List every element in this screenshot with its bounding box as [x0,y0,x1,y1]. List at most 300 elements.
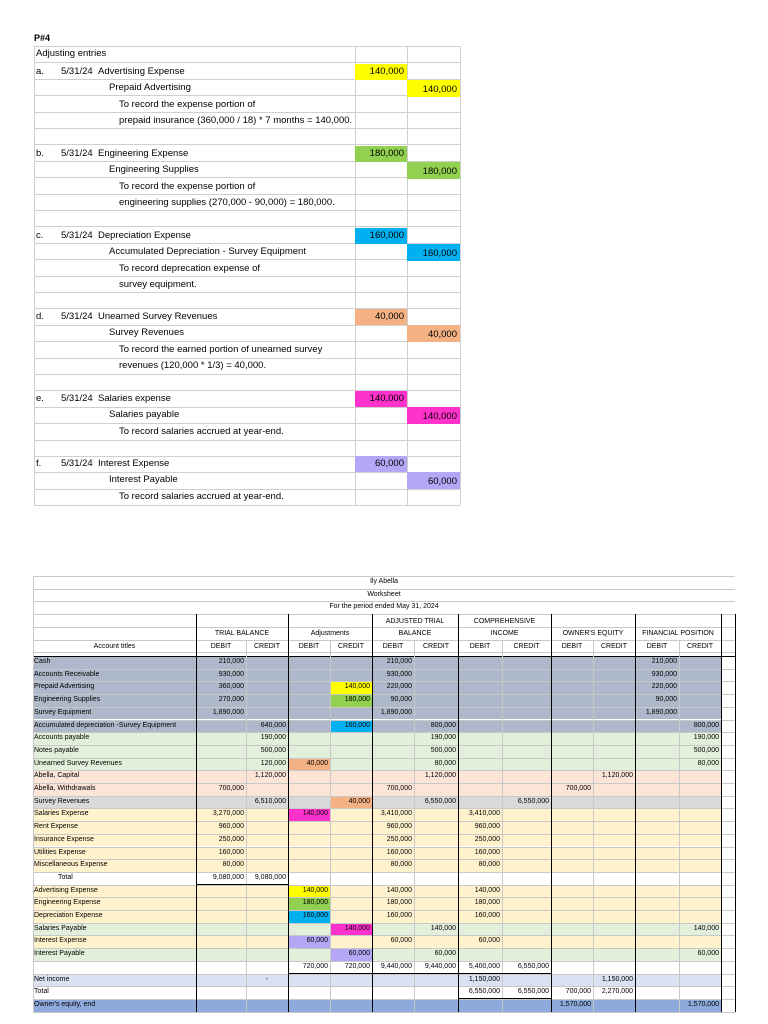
amount-cell [593,897,635,910]
amount-cell [502,999,551,1012]
worksheet-title-line: For the period ended May 31, 2024 [329,603,439,611]
amount-cell: 220,000 [386,683,412,691]
entry-credit-account: Survey Revenues [109,327,184,339]
amount-cell [196,986,246,999]
amount-cell [414,999,458,1012]
amount-cell [458,796,502,809]
amount-cell [288,669,330,682]
amount-cell [196,897,246,910]
amount-cell: 3,410,000 [468,810,500,818]
amount-cell [414,707,458,720]
amount-cell: - [265,975,269,983]
amount-cell: 3,270,000 [212,810,244,818]
amount-cell [593,961,635,974]
amount-cell: 6,550,000 [517,988,549,996]
amount-cell [330,758,372,771]
amount-cell: 9,080,000 [212,873,244,881]
account-title: Salaries Expense [34,810,89,818]
amount-cell [414,847,458,860]
entry-credit-account: Salaries payable [109,409,180,421]
amount-cell [502,859,551,872]
amount-cell [196,974,246,987]
amount-cell: 60,000 [434,950,456,958]
amount-cell: 720,000 [302,962,328,970]
amount-cell [679,885,721,898]
amount-cell [679,872,721,885]
account-title: Utilities Expense [34,848,86,856]
entry-date: 5/31/24 [61,311,93,322]
column-sub-header: DEBIT [210,642,232,650]
amount-cell [502,656,551,669]
worksheet-gridline [33,859,735,860]
entry-debit-account: Interest Expense [98,458,170,469]
entry-letter: d. [36,311,44,322]
amount-cell [593,732,635,745]
worksheet-gridline [33,576,735,577]
amount-cell: 800,000 [693,721,719,729]
amount-cell: 190,000 [693,734,719,742]
entry-credit-amount: 60,000 [407,472,460,488]
amount-cell: 1,120,000 [424,772,456,780]
account-title: Depreciation Expense [34,912,103,919]
amount-cell [635,910,679,923]
journal-gridline [34,472,460,473]
amount-cell [458,758,502,771]
amount-cell: 140,000 [386,886,412,894]
amount-cell [679,961,721,974]
amount-cell [679,834,721,847]
amount-cell [593,707,635,720]
column-group-label: OWNER'S EQUITY [562,629,624,637]
amount-cell [635,986,679,999]
total-rule [458,998,551,999]
amount-cell [196,935,246,948]
worksheet-gridline [33,589,735,590]
amount-cell [246,681,288,694]
amount-cell: 700,000 [565,785,591,792]
worksheet-col-line [502,640,503,1012]
amount-cell: 180,000 [386,899,412,907]
amount-cell [679,910,721,923]
amount-cell [635,859,679,872]
amount-cell: 9,440,000 [380,962,412,970]
worksheet-gridline [33,1012,735,1013]
worksheet-gridline [33,770,735,771]
amount-cell [196,999,246,1012]
amount-cell [551,720,593,733]
entry-debit-amount: 140,000 [355,64,407,80]
amount-cell [551,910,593,923]
entry-credit-amount: 140,000 [407,407,460,423]
journal-gridline [34,505,460,506]
amount-cell [551,974,593,987]
amount-cell [414,910,458,923]
worksheet-col-line [372,614,373,1012]
amount-cell [502,694,551,707]
amount-cell [635,974,679,987]
journal-gridline [34,374,460,375]
account-title: Insurance Expense [34,835,94,843]
worksheet-gridline [33,796,735,797]
worksheet-gridline [33,961,735,962]
worksheet-col-line [593,640,594,1012]
amount-cell: 2,270,000 [601,988,633,996]
amount-cell: 9,440,000 [424,962,456,970]
entry-debit-account: Unearned Survey Revenues [98,311,218,322]
amount-cell: 160,000 [386,912,412,919]
amount-cell: 1,890,000 [380,708,412,716]
amount-cell [288,694,330,707]
amount-cell [635,872,679,885]
amount-cell [246,859,288,872]
amount-cell [458,745,502,758]
amount-cell [288,834,330,847]
amount-cell [288,923,330,936]
worksheet-gridline [33,720,735,721]
entry-explanation: To record the expense portion of [119,98,256,110]
amount-cell [551,656,593,669]
journal-gridline [34,95,460,96]
entry-credit-amount: 160,000 [407,244,460,260]
account-title: Rent Expense [34,823,78,831]
amount-cell [372,948,414,961]
amount-cell [288,948,330,961]
amount-cell: 140,000 [288,808,330,821]
amount-cell [458,783,502,796]
amount-cell: 190,000 [430,734,456,742]
amount-cell [246,897,288,910]
amount-cell: 960,000 [386,823,412,831]
amount-cell [502,923,551,936]
amount-cell [502,821,551,834]
journal-gridline [34,46,460,47]
amount-cell [246,834,288,847]
amount-cell [288,859,330,872]
journal-gridline [34,112,460,113]
entry-explanation: survey equipment. [119,279,197,291]
entry-explanation: To record salaries accrued at year-end. [119,490,284,502]
worksheet-gridline [33,834,735,835]
amount-cell [246,923,288,936]
amount-cell [246,935,288,948]
worksheet-col-line [196,614,197,1012]
worksheet-col-line [721,614,722,1012]
amount-cell [330,770,372,783]
worksheet-gridline [33,652,735,653]
amount-cell [372,986,414,999]
amount-cell [246,847,288,860]
amount-cell [414,669,458,682]
amount-cell [502,935,551,948]
journal-gridline [34,358,460,359]
account-title: Engineering Supplies [34,696,101,704]
worksheet-gridline [33,923,735,924]
entry-credit-amount: 140,000 [407,80,460,96]
entry-debit-amount: 140,000 [355,391,407,407]
worksheet-gridline [33,935,735,936]
amount-cell [196,732,246,745]
worksheet-gridline [33,808,735,809]
worksheet-col-line [679,640,680,1012]
entry-explanation: engineering supplies (270,000 - 90,000) = 180,000. [119,197,335,209]
column-sub-header: CREDIT [600,642,628,650]
amount-cell [635,821,679,834]
amount-cell [679,796,721,809]
amount-cell [679,656,721,669]
amount-cell [458,720,502,733]
amount-cell [551,847,593,860]
journal-gridline [34,341,460,342]
entry-date: 5/31/24 [61,230,93,241]
amount-cell: 180,000 [330,694,372,707]
amount-cell [288,986,330,999]
amount-cell: 160,000 [474,912,500,919]
amount-cell [196,720,246,733]
amount-cell: 270,000 [218,696,244,704]
amount-cell [414,935,458,948]
amount-cell [502,872,551,885]
journal-gridline [34,423,460,424]
amount-cell [288,872,330,885]
amount-cell [551,745,593,758]
column-sub-header: CREDIT [513,642,540,650]
amount-cell [593,847,635,860]
journal-gridline [34,128,460,129]
amount-cell [458,681,502,694]
amount-cell [551,948,593,961]
amount-cell: 6,550,000 [517,962,549,970]
amount-cell [330,872,372,885]
amount-cell [502,720,551,733]
amount-cell: 140,000 [330,923,372,936]
amount-cell [458,694,502,707]
amount-cell [679,847,721,860]
entry-explanation: To record deprecation expense of [119,262,261,274]
amount-cell: 700,000 [386,785,412,792]
worksheet-gridline [33,694,735,695]
amount-cell: 160,000 [288,910,330,923]
amount-cell [593,834,635,847]
amount-cell: 250,000 [386,835,412,843]
amount-cell [593,948,635,961]
journal-gridline [34,259,460,260]
amount-cell [502,885,551,898]
column-sub-header: CREDIT [253,642,281,650]
amount-cell: 930,000 [386,670,412,678]
amount-cell [414,821,458,834]
journal-gridline [34,276,460,277]
amount-cell [635,834,679,847]
amount-cell: 220,000 [651,683,677,691]
amount-cell [551,808,593,821]
account-title: Abella, Withdrawals [34,785,96,792]
column-group-label: Adjustments [310,629,350,637]
amount-cell [414,974,458,987]
amount-cell [246,808,288,821]
amount-cell: 3,410,000 [380,810,412,818]
amount-cell [330,999,372,1012]
account-title: Accounts Receivable [34,670,100,678]
entry-debit-amount: 160,000 [355,228,407,244]
amount-cell [196,758,246,771]
amount-cell [372,999,414,1012]
journal-col-line [355,46,356,505]
amount-cell [593,745,635,758]
entry-explanation: To record salaries accrued at year-end. [119,425,284,437]
worksheet-col-line [288,614,289,1012]
amount-cell [196,948,246,961]
amount-cell [372,758,414,771]
amount-cell [551,770,593,783]
account-title: Engineering Expense [34,899,101,907]
amount-cell [551,897,593,910]
worksheet-col-line [414,640,415,1012]
account-title: Total [34,988,49,996]
amount-cell: 180,000 [474,899,500,907]
amount-cell [458,732,502,745]
worksheet-gridline [33,601,735,602]
journal-gridline [34,194,460,195]
amount-cell [372,974,414,987]
amount-cell [551,694,593,707]
amount-cell: 1,570,000 [559,1000,591,1008]
amount-cell: 80,000 [222,861,244,869]
entry-letter: a. [36,66,44,77]
amount-cell: 700,000 [565,988,591,996]
amount-cell [593,783,635,796]
worksheet-gridline [33,986,735,987]
account-title: Net income [34,975,70,983]
amount-cell [246,986,288,999]
amount-cell [502,974,551,987]
amount-cell [414,783,458,796]
account-title: Survey Equipment [34,708,92,716]
entry-credit-account: Engineering Supplies [109,164,199,176]
amount-cell [679,669,721,682]
worksheet-gridline [33,783,735,784]
worksheet-title-line: Worksheet [367,590,401,598]
amount-cell [551,885,593,898]
amount-cell [372,732,414,745]
amount-cell [593,720,635,733]
amount-cell [635,783,679,796]
amount-cell [372,745,414,758]
amount-cell: 500,000 [693,746,719,754]
entry-date: 5/31/24 [61,458,93,469]
column-sub-header: DEBIT [298,642,320,650]
entry-letter: f. [36,458,42,469]
amount-cell [246,783,288,796]
amount-cell [551,961,593,974]
amount-cell [551,681,593,694]
amount-cell [458,669,502,682]
amount-cell: 90,000 [390,696,412,704]
amount-cell [414,859,458,872]
amount-cell [635,885,679,898]
worksheet-gridline [33,656,735,657]
amount-cell [196,910,246,923]
amount-cell [679,935,721,948]
worksheet-gridline [33,627,735,628]
column-group-label: FINANCIAL POSITION [642,629,714,637]
amount-cell [502,834,551,847]
column-sub-header: DEBIT [469,642,491,650]
amount-cell [372,796,414,809]
account-title: Interest Expense [34,937,87,945]
amount-cell [330,732,372,745]
amount-cell: 500,000 [430,746,456,754]
column-sub-header: CREDIT [422,642,450,650]
amount-cell [635,745,679,758]
column-group-label: ADJUSTED TRIAL [385,618,445,626]
amount-cell: 6,550,000 [468,988,500,996]
amount-cell [502,669,551,682]
entry-credit-amount: 180,000 [407,162,460,178]
worksheet-col-line [246,640,247,1012]
amount-cell [593,796,635,809]
amount-cell [679,770,721,783]
amount-cell [502,770,551,783]
amount-cell [502,948,551,961]
journal-gridline [34,210,460,211]
column-sub-header: DEBIT [382,642,404,650]
amount-cell [288,656,330,669]
amount-cell: 140,000 [474,886,500,894]
account-title: Accumulated depreciation -Survey Equipment [34,721,177,729]
amount-cell [246,694,288,707]
amount-cell [502,732,551,745]
amount-cell: 6,550,000 [424,797,456,805]
amount-cell [196,923,246,936]
account-title: Owner's equity, end [34,1000,96,1008]
journal-heading: Adjusting entries [36,48,107,59]
amount-cell: 210,000 [386,658,412,665]
account-title: Cash [34,658,51,665]
amount-cell [679,694,721,707]
amount-cell: 210,000 [651,658,677,665]
entry-letter: b. [36,148,44,159]
amount-cell [635,897,679,910]
amount-cell [551,935,593,948]
entry-debit-amount: 40,000 [355,309,407,325]
amount-cell [679,821,721,834]
problem-label: P#4 [34,33,51,43]
entry-date: 5/31/24 [61,148,93,159]
amount-cell: 90,000 [655,696,677,704]
amount-cell [288,847,330,860]
entry-debit-amount: 60,000 [355,456,407,472]
account-title: Salaries Payable [34,924,87,932]
amount-cell [551,758,593,771]
worksheet-gridline [33,732,735,733]
amount-cell [196,885,246,898]
amount-cell: 1,570,000 [687,1000,719,1008]
amount-cell [246,999,288,1012]
amount-cell: 250,000 [474,835,500,843]
amount-cell [414,885,458,898]
amount-cell [372,720,414,733]
amount-cell [593,758,635,771]
amount-cell [330,669,372,682]
entry-credit-amount: 40,000 [407,325,460,341]
amount-cell: 80,000 [390,861,412,869]
amount-cell [458,999,502,1012]
amount-cell [551,732,593,745]
column-group-label: INCOME [490,629,519,637]
amount-cell [330,745,372,758]
amount-cell [679,707,721,720]
amount-cell [679,897,721,910]
